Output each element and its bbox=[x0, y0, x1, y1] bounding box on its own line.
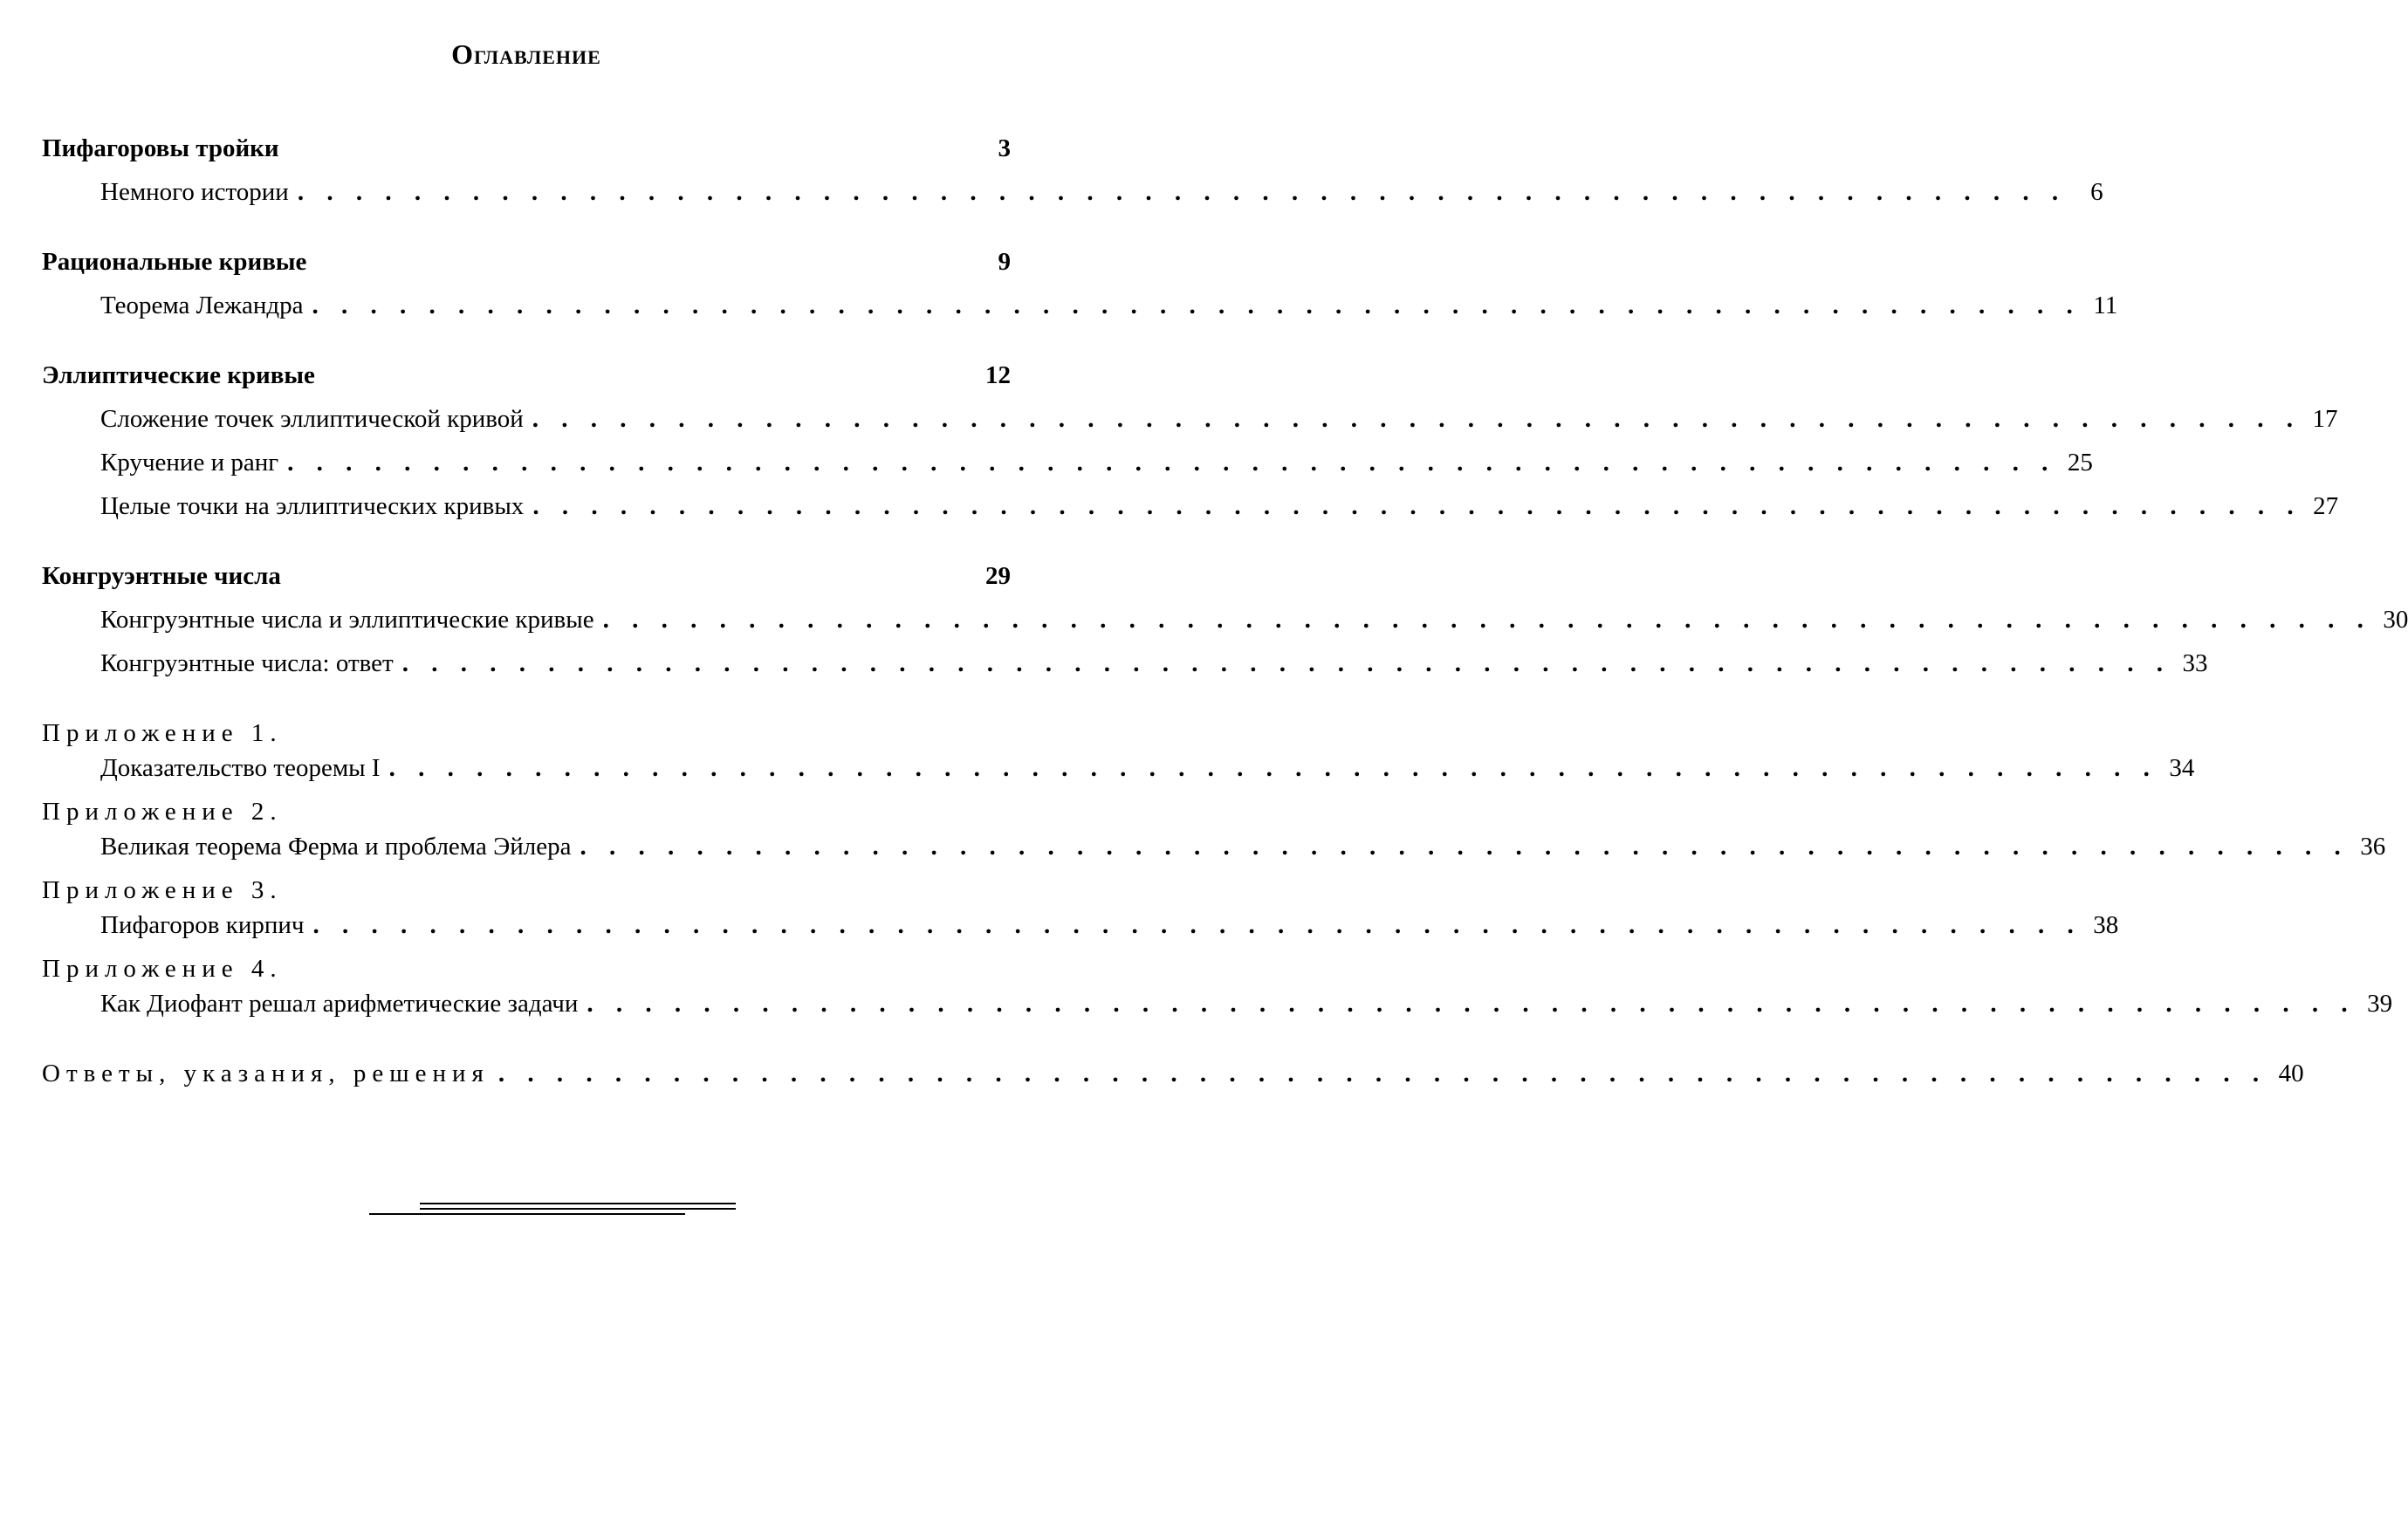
item-page-number: 40 bbox=[2278, 1060, 2304, 1087]
item-page-number: 17 bbox=[2312, 405, 2338, 433]
ornament-line bbox=[420, 1208, 736, 1210]
toc-appendix-2[interactable] bbox=[42, 829, 2386, 864]
dot-leader: . . . . . . . . . . . . . . . . . . . . . . . . . . . . . . . . . . . . . . . . . . . . . . . . . . . . . . . . . . . . . bbox=[532, 492, 2302, 520]
dot-leader: . . . . . . . . . . . . . . . . . . . . . . . . . . . . . . . . . . . . . . . . . . . . . . . . . . . . . . . . . . . . . bbox=[297, 178, 2067, 206]
section-label: Конгруэнтные числа bbox=[42, 562, 281, 590]
section-page-number: 12 bbox=[985, 361, 1011, 389]
ornament-line bbox=[420, 1203, 736, 1204]
toc-item-legendre-theorem[interactable] bbox=[42, 288, 2118, 323]
toc-item-torsion-rank[interactable] bbox=[42, 445, 2093, 480]
toc-appendix-1[interactable] bbox=[42, 751, 2195, 785]
section-label: Рациональные кривые bbox=[42, 248, 307, 276]
item-label: Целые точки на эллиптических кривых bbox=[100, 492, 525, 520]
item-label: Как Диофант решал арифметические задачи bbox=[100, 990, 579, 1018]
dot-leader: . . . . . . . . . . . . . . . . . . . . . . . . . . . . . . . . . . . . . . . . . . . . . . . . . . . . . . . . . . . . . bbox=[388, 754, 2158, 782]
section-label: Эллиптические кривые bbox=[42, 361, 315, 389]
appendix-3-heading: Приложение 3. bbox=[42, 876, 283, 904]
ornament-line bbox=[369, 1213, 685, 1215]
toc-item-congruent-elliptic[interactable] bbox=[42, 602, 2408, 637]
toc-item-integer-points[interactable] bbox=[42, 489, 2339, 524]
toc-item-history[interactable] bbox=[42, 175, 2103, 209]
toc-answers[interactable] bbox=[42, 1056, 2304, 1091]
item-label: Великая теорема Ферма и проблема Эйлера bbox=[100, 833, 572, 861]
item-page-number: 34 bbox=[2169, 754, 2195, 782]
item-label: Сложение точек эллиптической кривой bbox=[100, 405, 524, 433]
item-label: Кручение и ранг bbox=[100, 449, 279, 477]
item-page-number: 39 bbox=[2367, 990, 2393, 1018]
section-page-number: 29 bbox=[985, 562, 1011, 590]
dot-leader: . . . . . . . . . . . . . . . . . . . . . . . . . . . . . . . . . . . . . . . . . . . . . . . . . . . . . . . . . . . . . bbox=[580, 833, 2350, 861]
appendix-1-heading: Приложение 1. bbox=[42, 719, 283, 747]
toc-item-congruent-answer[interactable] bbox=[42, 646, 2208, 681]
toc-appendix-3[interactable] bbox=[42, 908, 2119, 943]
toc-section-congruent-numbers[interactable] bbox=[42, 559, 1011, 593]
section-page-number: 3 bbox=[998, 134, 1011, 162]
item-page-number: 38 bbox=[2093, 911, 2119, 939]
dot-leader: . . . . . . . . . . . . . . . . . . . . . . . . . . . . . . . . . . . . . . . . . . . . . . . . . . . . . . . . . . . . . bbox=[287, 449, 2056, 477]
toc-page bbox=[42, 0, 2408, 1516]
appendix-2-heading: Приложение 2. bbox=[42, 798, 283, 826]
item-page-number: 30 bbox=[2383, 606, 2408, 634]
section-page-number: 9 bbox=[998, 248, 1011, 276]
item-label: Конгруэнтные числа: ответ bbox=[100, 649, 394, 677]
item-page-number: 11 bbox=[2093, 292, 2118, 319]
dot-leader: . . . . . . . . . . . . . . . . . . . . . . . . . . . . . . . . . . . . . . . . . . . . . . . . . . . . . . . . . . . . . bbox=[602, 606, 2372, 634]
item-page-number: 25 bbox=[2067, 449, 2093, 477]
dot-leader: . . . . . . . . . . . . . . . . . . . . . . . . . . . . . . . . . . . . . . . . . . . . . . . . . . . . . . . . . . . . . bbox=[587, 990, 2357, 1018]
dot-leader: . . . . . . . . . . . . . . . . . . . . . . . . . . . . . . . . . . . . . . . . . . . . . . . . . . . . . . . . . . . . . bbox=[497, 1060, 2267, 1087]
item-label: Конгруэнтные числа и эллиптические кривые bbox=[100, 606, 594, 634]
item-label: Доказательство теоремы I bbox=[100, 754, 381, 782]
item-label: Пифагоров кирпич bbox=[100, 911, 305, 939]
toc-item-point-addition[interactable] bbox=[42, 401, 2338, 436]
dot-leader: . . . . . . . . . . . . . . . . . . . . . . . . . . . . . . . . . . . . . . . . . . . . . . . . . . . . . . . . . . . . . bbox=[312, 911, 2082, 939]
dot-leader: . . . . . . . . . . . . . . . . . . . . . . . . . . . . . . . . . . . . . . . . . . . . . . . . . . . . . . . . . . . . . bbox=[312, 292, 2082, 319]
toc-section-pythagorean-triples[interactable] bbox=[42, 131, 1011, 166]
toc-section-elliptic-curves[interactable] bbox=[42, 358, 1011, 393]
toc-section-rational-curves[interactable] bbox=[42, 244, 1011, 279]
appendix-4-heading: Приложение 4. bbox=[42, 955, 283, 983]
dot-leader: . . . . . . . . . . . . . . . . . . . . . . . . . . . . . . . . . . . . . . . . . . . . . . . . . . . . . . . . . . . . . bbox=[532, 405, 2302, 433]
item-page-number: 36 bbox=[2360, 833, 2386, 861]
toc-appendix-4[interactable] bbox=[42, 986, 2393, 1021]
section-label: Пифагоровы тройки bbox=[42, 134, 279, 162]
toc-title: Оглавление bbox=[451, 38, 601, 70]
item-label: Ответы, указания, решения bbox=[42, 1060, 490, 1087]
item-label: Немного истории bbox=[100, 178, 289, 206]
dot-leader: . . . . . . . . . . . . . . . . . . . . . . . . . . . . . . . . . . . . . . . . . . . . . . . . . . . . . . . . . . . . . bbox=[401, 649, 2171, 677]
item-page-number: 33 bbox=[2182, 649, 2208, 677]
item-page-number: 6 bbox=[2090, 178, 2103, 206]
item-page-number: 27 bbox=[2313, 492, 2339, 520]
item-label: Теорема Лежандра bbox=[100, 292, 304, 319]
